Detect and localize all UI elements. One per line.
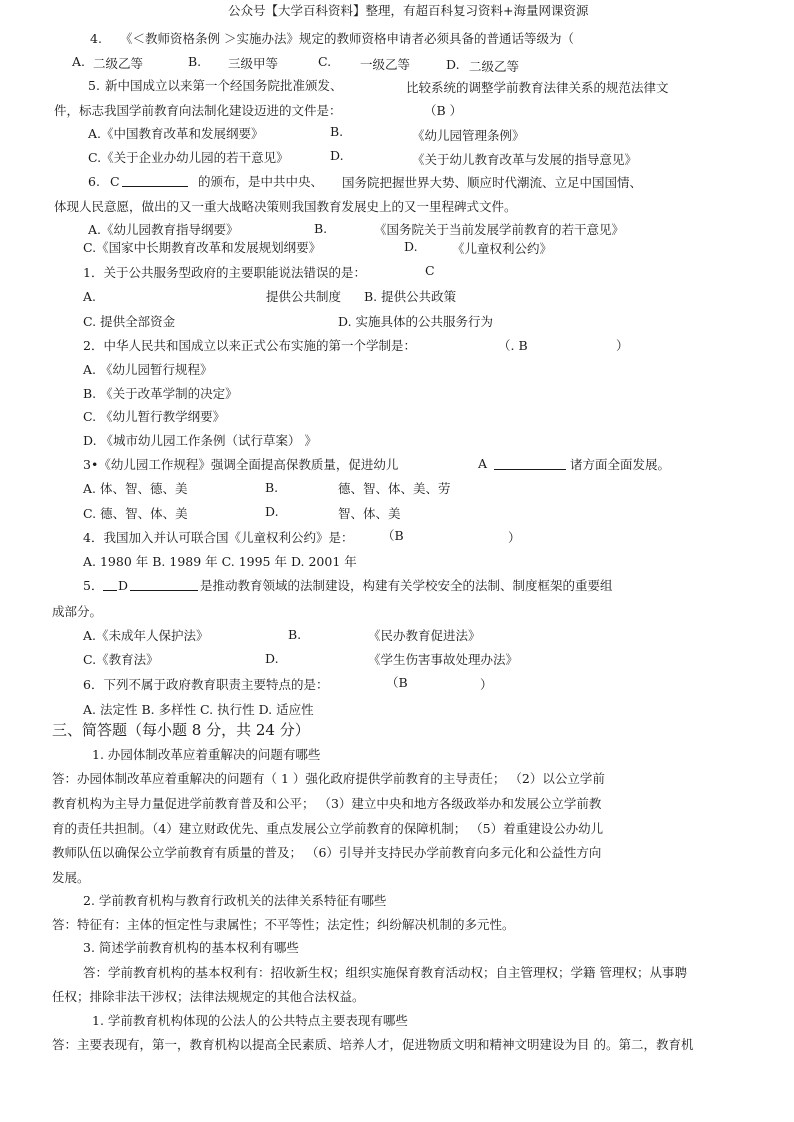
q4-option-a: 二级乙等 (93, 56, 144, 71)
mq5-option-d-label: D. (265, 651, 279, 666)
mq5-blank-pre (103, 578, 117, 595)
q4-option-b: 三级甲等 (228, 56, 279, 71)
mq3-option-b-label: B. (265, 480, 279, 495)
q5-option-d-label: D. (330, 148, 344, 163)
mq4-stem: 4．我国加入并认可联合国《儿童权利公约》是： (83, 530, 354, 545)
mq5-option-b: 《民办教育促进法》 (368, 628, 481, 643)
q5-stem-line2: 件，标志我国学前教育向法制化建设迈进的文件是： (54, 103, 342, 118)
q5-option-b-label: B. (330, 124, 344, 139)
q6-stem-line2: 体现人民意愿，做出的又一重大战略决策则我国教育发展史上的又一里程碑式文件。 (54, 199, 517, 214)
q6-option-d: 《儿童权利公约》 (452, 241, 553, 256)
q4-option-d-label: D. (446, 57, 460, 72)
sa2-answer: 答：特征有：主体的恒定性与隶属性；不平等性；法定性；纠纷解决机制的多元性。 (52, 917, 515, 932)
q5-answer: （B ） (424, 103, 463, 118)
mq6-answer: （B (386, 675, 408, 690)
mq3-option-a: A. 体、智、德、美 (83, 481, 188, 496)
q5-stem-part1: 新中国成立以来第一个经国务院批准颁发、 (105, 78, 343, 93)
mq5-option-d: 《学生伤害事故处理办法》 (368, 652, 519, 667)
q6-answer: C (110, 174, 120, 189)
q5-number: 5. (88, 78, 100, 93)
sa3-question: 3. 简述学前教育机构的基本权利有哪些 (83, 940, 299, 955)
mq5-stem: 是推动教育领域的法制建设，构建有关学校安全的法制、制度框架的重要组 (200, 578, 613, 593)
mq2-option-a: A. 《幼儿园暂行规程》 (83, 362, 213, 377)
page-header: 公众号【大学百科资料】整理，有超百科复习资料+海量网课资源 (228, 3, 589, 18)
mq6-stem: 6．下列不属于政府教育职责主要特点的是： (83, 677, 329, 692)
q5-option-c: C.《关于企业办幼儿园的若干意见》 (88, 150, 289, 165)
q4-option-a-label: A. (72, 54, 86, 69)
mq3-stem-end: 诸方面全面发展。 (570, 457, 671, 472)
mq6-options: A. 法定性 B. 多样性 C. 执行性 D. 适应性 (83, 702, 314, 717)
q6-blank (122, 174, 188, 191)
mq6-close: ） (480, 677, 493, 692)
q6-stem-part2: 国务院把握世界大势、顺应时代潮流、立足中国国情、 (342, 175, 643, 190)
mq2-option-d: D. 《城市幼儿园工作条例（试行草案） 》 (83, 433, 317, 448)
sa2-question: 2. 学前教育机构与教育行政机关的法律关系特征有哪些 (83, 893, 387, 908)
q6-option-d-label: D. (404, 239, 418, 254)
q5-stem-part2: 比较系统的调整学前教育法律关系的规范法律文 (406, 80, 669, 95)
mq5-option-c: C.《教育法》 (83, 652, 159, 667)
mq3-blank (494, 457, 566, 474)
q6-stem-part1: 的颁布，是中共中央、 (198, 174, 324, 189)
q6-option-a: A.《幼儿园教育指导纲要》 (88, 222, 239, 237)
mq1-option-a-label: A. (83, 289, 97, 304)
sa1-question: 1. 办园体制改革应着重解决的问题有哪些 (92, 747, 321, 762)
q6-number: 6. (88, 174, 100, 189)
mq2-answer: （. B (498, 338, 528, 353)
mq1-stem: 1．关于公共服务型政府的主要职能说法错误的是： (83, 265, 366, 280)
mq1-option-d: D. 实施具体的公共服务行为 (338, 314, 494, 329)
mq2-option-b: B. 《关于改革学制的决定》 (83, 386, 238, 401)
mq5-option-b-label: B. (288, 627, 302, 642)
mq4-options: A. 1980 年 B. 1989 年 C. 1995 年 D. 2001 年 (83, 554, 357, 569)
q5-option-a: A.《中国教育改革和发展纲要》 (88, 126, 264, 141)
short-answer-section-title: 三、简答题（每小题 8 分，共 24 分） (52, 721, 310, 739)
sa1-answer-line-5: 发展。 (52, 870, 90, 885)
mq1-option-b: B. 提供公共政策 (364, 289, 457, 304)
mq2-stem: 2．中华人民共和国成立以来正式公布实施的第一个学制是： (83, 338, 416, 353)
q6-option-b: 《国务院关于当前发展学前教育的若干意见》 (374, 222, 625, 237)
mq3-option-d-label: D. (265, 504, 279, 519)
mq1-answer: C (425, 263, 435, 278)
q6-option-b-label: B. (314, 221, 328, 236)
mq3-option-d: 智、体、美 (338, 506, 401, 521)
mq3-option-c: C. 德、智、体、美 (83, 506, 188, 521)
sa3-answer-line-2: 任权；排除非法干涉权；法律法规规定的其他合法权益。 (52, 989, 365, 1004)
q4-option-c-label: C. (318, 54, 332, 69)
mq5-number: 5． (83, 578, 104, 593)
q6-option-c: C.《国家中长期教育改革和发展规划纲要》 (83, 240, 322, 255)
q5-option-d: 《关于幼儿教育改革与发展的指导意见》 (412, 152, 638, 167)
mq4-answer: （B (382, 528, 404, 543)
mq5-answer: D (118, 578, 129, 593)
mq3-option-b: 德、智、体、美、劳 (338, 481, 451, 496)
q4-option-d: 二级乙等 (469, 59, 520, 74)
sa1-answer-line-4: 教师队伍以确保公立学前教育有质量的普及； （6）引导并支持民办学前教育向多元化和公益性方向 (52, 845, 602, 860)
q5-option-b: 《幼儿园管理条例》 (412, 128, 525, 143)
q4-stem: 《＜教师资格条例 ＞实施办法》规定的教师资格申请者必须具备的普通话等级为（ (120, 31, 574, 46)
mq3-answer: A (478, 456, 488, 471)
mq3-stem: 3•《幼儿园工作规程》强调全面提高保教质量，促进幼儿 (83, 457, 399, 472)
mq2-close: ） (616, 338, 629, 353)
mq1-option-a: 提供公共制度 (266, 289, 342, 304)
sa4-question: 1. 学前教育机构体现的公法人的公共特点主要表现有哪些 (92, 1013, 408, 1028)
sa4-answer: 答：主要表现有，第一，教育机构以提高全民素质、培养人才，促进物质文明和精神文明建设为目 的。第二，教育机 (52, 1037, 694, 1052)
sa1-answer-line-3: 育的责任共担制。（4）建立财政优先、重点发展公立学前教育的保障机制； （5）着重建设公办幼儿 (52, 821, 604, 836)
mq5-blank (130, 578, 198, 595)
q4-option-b-label: B. (188, 54, 202, 69)
mq5-stem-line2: 成部分。 (52, 604, 103, 619)
q4-option-c: 一级乙等 (360, 57, 411, 72)
mq5-option-a: A.《未成年人保护法》 (83, 628, 209, 643)
sa1-answer-line-1: 答：办园体制改革应着重解决的问题有（ 1 ）强化政府提供学前教育的主导责任； （2）以公立学前 (52, 771, 605, 786)
sa3-answer-line-1: 答：学前教育机构的基本权利有：招收新生权；组织实施保育教育活动权；自主管理权；学籍 管理权；从事聘 (83, 965, 687, 980)
mq4-close: ） (508, 530, 521, 545)
mq2-option-c: C. 《幼儿暂行教学纲要》 (83, 409, 226, 424)
sa1-answer-line-2: 教育机构为主导力量促进学前教育普及和公平； （3）建立中央和地方各级政举办和发展公立学前教 (52, 796, 602, 811)
q4-number: 4. (90, 31, 102, 46)
mq1-option-c: C. 提供全部资金 (83, 314, 176, 329)
